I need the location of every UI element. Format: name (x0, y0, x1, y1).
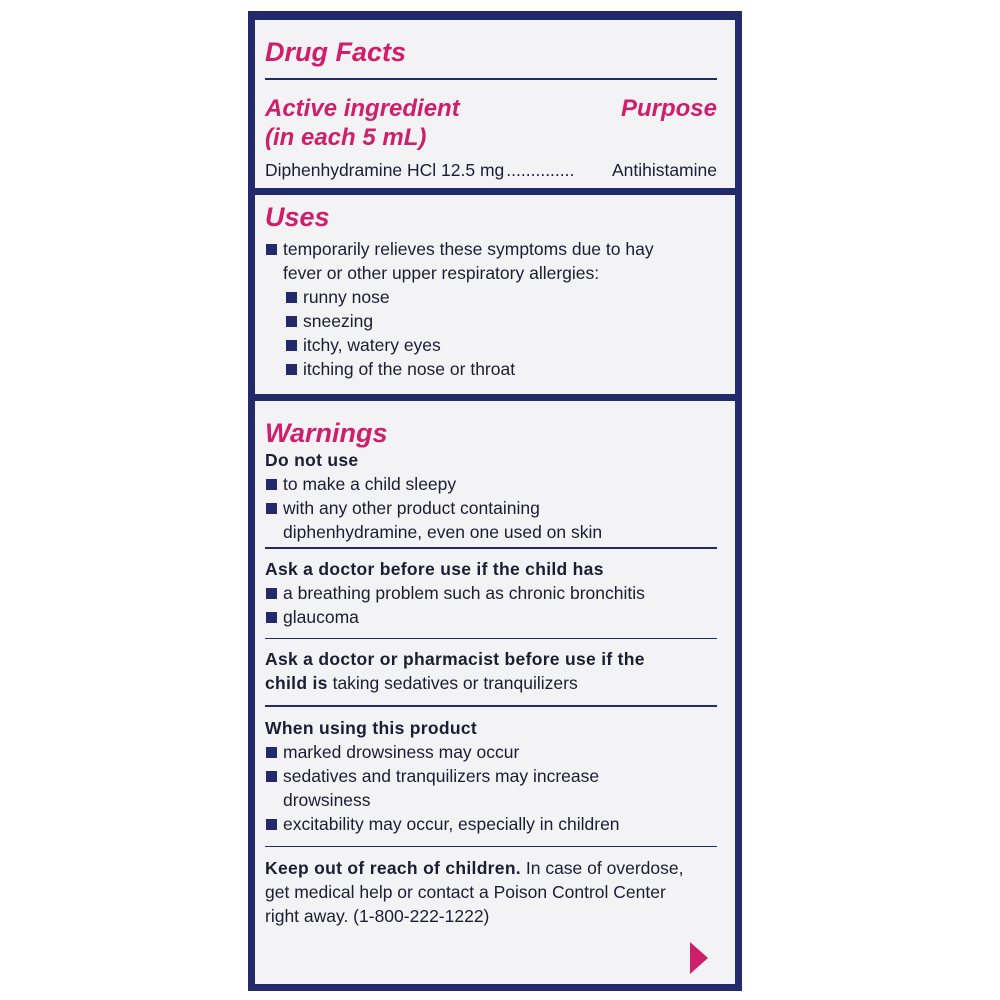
when-using-item-1: marked drowsiness may occur (265, 740, 717, 764)
ask-pharmacist-heading: Ask a doctor or pharmacist before use if the (265, 649, 645, 669)
keep-out-block (265, 856, 717, 928)
when-using-heading: When using this product (265, 717, 478, 738)
ingredient-purpose: Antihistamine (611, 160, 717, 180)
do-not-use-heading: Do not use (265, 450, 359, 470)
active-ingredient-subheading: (in each 5 mL) (265, 124, 427, 151)
ingredient-name: Diphenhydramine HCl 12.5 mg (265, 160, 505, 180)
ask-pharmacist-heading-end: child is (265, 673, 328, 693)
active-ingredient-heading: Active ingredient (265, 95, 460, 122)
drug-facts-title: Drug Facts (265, 37, 407, 67)
uses-title: Uses (265, 202, 330, 232)
drug-facts-label (248, 11, 742, 991)
purpose-heading: Purpose (620, 95, 717, 122)
ingredient-dot-leader: .............. (506, 160, 575, 180)
ask-doctor-heading: Ask a doctor before use if the child has (265, 558, 604, 579)
do-not-use-item-2-line-1: with any other product containing (283, 498, 540, 518)
divider (265, 638, 717, 640)
do-not-use-item-2-line-2: diphenhydramine, even one used on skin (283, 522, 603, 542)
arrow-right-icon (690, 942, 708, 974)
uses-panel (255, 195, 735, 394)
title-divider (265, 78, 717, 80)
uses-item-sneezing: sneezing (285, 309, 717, 333)
ingredient-row (265, 158, 717, 182)
when-using-item-2-line-2: drowsiness (283, 789, 371, 810)
divider (265, 705, 717, 707)
uses-intro-line-1: temporarily relieves these symptoms due to hay (283, 239, 654, 259)
uses-intro-line-2: fever or other upper respiratory allergies: (283, 263, 600, 283)
divider (265, 846, 717, 848)
when-using-item-2 (265, 764, 717, 812)
uses-item-itchy-eyes: itchy, watery eyes (285, 333, 717, 357)
warnings-title: Warnings (265, 418, 388, 448)
divider (265, 547, 717, 549)
warnings-panel (255, 401, 735, 984)
uses-intro (265, 237, 717, 285)
uses-item-itching-nose-throat: itching of the nose or throat (285, 357, 717, 381)
active-ingredient-heading-block (265, 94, 717, 154)
ask-pharmacist-line-2 (265, 671, 717, 695)
keep-out-text-2: get medical help or contact a Poison Control Center (265, 882, 666, 902)
do-not-use-item-1: to make a child sleepy (265, 472, 717, 496)
active-ingredient-panel (255, 20, 735, 188)
keep-out-heading: Keep out of reach of children. (265, 858, 521, 878)
ask-doctor-item-1: a breathing problem such as chronic bronchitis (265, 581, 717, 605)
uses-item-runny-nose: runny nose (285, 285, 717, 309)
when-using-item-2-line-1: sedatives and tranquilizers may increase (283, 765, 600, 786)
keep-out-text-1: In case of overdose, (525, 858, 684, 878)
when-using-item-3: excitability may occur, especially in children (265, 812, 717, 836)
ask-pharmacist-text: taking sedatives or tranquilizers (332, 673, 578, 693)
ask-doctor-item-2: glaucoma (265, 605, 717, 629)
keep-out-text-3: right away. (1-800-222-1222) (265, 906, 490, 926)
do-not-use-item-2 (265, 496, 717, 544)
